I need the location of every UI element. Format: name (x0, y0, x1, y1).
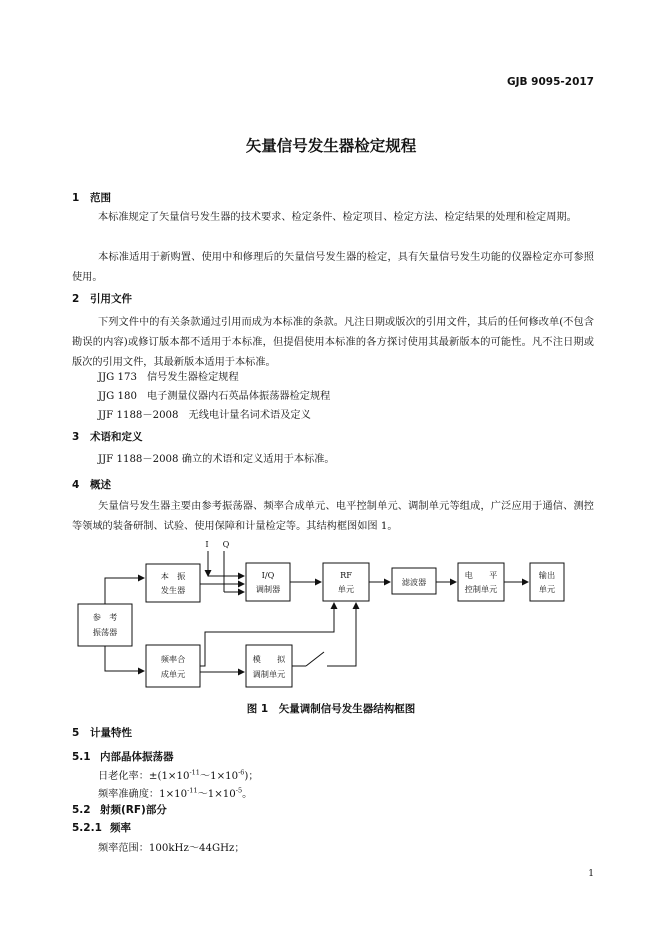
q-input-label: Q (222, 539, 230, 549)
subsection-number: 5.2 (72, 804, 91, 816)
exponent: -11 (189, 768, 200, 777)
analog-mod-block (246, 645, 292, 687)
subsection-5-1-heading (72, 749, 174, 764)
aging-text: 日老化率：±(1×10 (98, 771, 190, 782)
ref-name: 无线电计量名词术语及定义 (188, 410, 311, 421)
exponent: -11 (187, 786, 198, 795)
analog-mod-label-1: 模 拟 (252, 654, 286, 664)
iq-mod-label-2: 调制器 (255, 584, 281, 594)
subsection-title: 射频(RF)部分 (100, 804, 167, 816)
subsection-5-2-1-heading (72, 820, 131, 835)
paragraph-text: 本标准规定了矢量信号发生器的技术要求、检定条件、检定项目、检定方法、检定结果的处理和检定周期。 (98, 212, 577, 223)
switch (306, 652, 324, 666)
section-number: 3 (72, 431, 80, 443)
i-input-label: I (205, 539, 209, 549)
ref-name: 信号发生器检定规程 (147, 372, 239, 383)
aging-rate-line (98, 767, 259, 782)
ref-name: 电子测量仪器内石英晶体振荡器检定规程 (147, 391, 331, 402)
aging-text: )； (244, 771, 259, 782)
level-ctrl-block (458, 563, 504, 601)
level-ctrl-label-1: 电 平 (464, 570, 498, 580)
ref-osc-label-2: 振荡器 (92, 627, 118, 637)
filter-label: 滤波器 (401, 577, 427, 587)
rf-unit-block (323, 563, 369, 601)
ref-code: JJF 1188－2008 (98, 410, 179, 421)
exponent: -6 (238, 768, 245, 777)
paragraph-text: 下列文件中的有关条款通过引用而成为本标准的条款。凡注日期或版次的引用文件，其后的任何修改单(不包含勘误的内容)或修订版本都不适用于本标准，但提倡使用本标准的各方探讨使用其最新版本的可能性。凡不注日期或版次的引用文件，其最新版本适用于本标准。 (72, 317, 594, 368)
ref-osc-block (78, 604, 132, 646)
page-number: 1 (588, 869, 594, 879)
section-number: 1 (72, 192, 80, 204)
paragraph-text: 本标准适用于新购置、使用中和修理后的矢量信号发生器的检定，具有矢量信号发生功能的仪器检定亦可参照使用。 (72, 252, 594, 283)
accuracy-text: 频率准确度：1×10 (98, 789, 188, 800)
exponent: -5 (235, 786, 243, 795)
sub-osc-label-1: 本 振 (160, 571, 186, 581)
subsection-number: 5.2.1 (72, 822, 102, 834)
subsection-title: 内部晶体振荡器 (100, 751, 174, 763)
connector (327, 603, 356, 666)
ref-code: JJG 173 (98, 372, 137, 383)
section-number: 4 (72, 479, 80, 491)
section-title: 范围 (90, 192, 111, 204)
freq-synth-block (146, 645, 200, 687)
paragraph-text: 矢量信号发生器主要由参考振荡器、频率合成单元、电平控制单元、调制单元等组成，广泛应用于通信、测控等领域的装备研制、试验、使用保障和计量检定等。其结构框图如图 1。 (72, 501, 594, 532)
subsection-title: 频率 (110, 822, 131, 834)
ref-osc-label-1: 参 考 (92, 612, 118, 622)
frequency-range-line: 频率范围：100kHz～44GHz； (98, 843, 245, 854)
accuracy-text: ～1×10 (197, 789, 236, 800)
analog-mod-label-2: 调制单元 (252, 669, 286, 679)
section-title: 计量特性 (90, 727, 132, 739)
section-number: 5 (72, 727, 80, 739)
ref-code: JJG 180 (98, 391, 137, 402)
rf-unit-label-1: RF (340, 570, 352, 580)
accuracy-line (98, 785, 252, 800)
connector (105, 646, 144, 671)
freq-synth-label-2: 成单元 (160, 669, 186, 679)
standard-code: GJB 9095-2017 (507, 76, 594, 88)
connector (105, 578, 144, 604)
section-title: 引用文件 (90, 293, 132, 305)
aging-text: ～1×10 (199, 771, 239, 782)
section-title: 术语和定义 (90, 431, 143, 443)
figure-caption: 图 1 矢量调制信号发生器结构框图 (246, 703, 416, 715)
output-label-1: 输出 (538, 570, 556, 580)
level-ctrl-label-2: 控制单元 (464, 584, 498, 594)
output-label-2: 单元 (538, 584, 556, 594)
section-number: 2 (72, 293, 80, 305)
sub-osc-block (146, 564, 200, 602)
subsection-number: 5.1 (72, 751, 91, 763)
iq-mod-label-1: I/Q (261, 570, 275, 580)
iq-mod-block (246, 563, 290, 601)
subsection-5-2-heading (72, 802, 167, 817)
sub-osc-label-2: 发生器 (160, 585, 186, 595)
paragraph-text: JJF 1188－2008 确立的术语和定义适用于本标准。 (98, 454, 335, 465)
freq-synth-label-1: 频率合 (160, 654, 186, 664)
rf-unit-label-2: 单元 (337, 584, 355, 594)
output-block (530, 563, 564, 601)
section-title: 概述 (90, 479, 111, 491)
accuracy-text: 。 (242, 789, 253, 800)
page-title: 矢量信号发生器检定规程 (245, 137, 417, 155)
section-5-heading (72, 725, 132, 740)
